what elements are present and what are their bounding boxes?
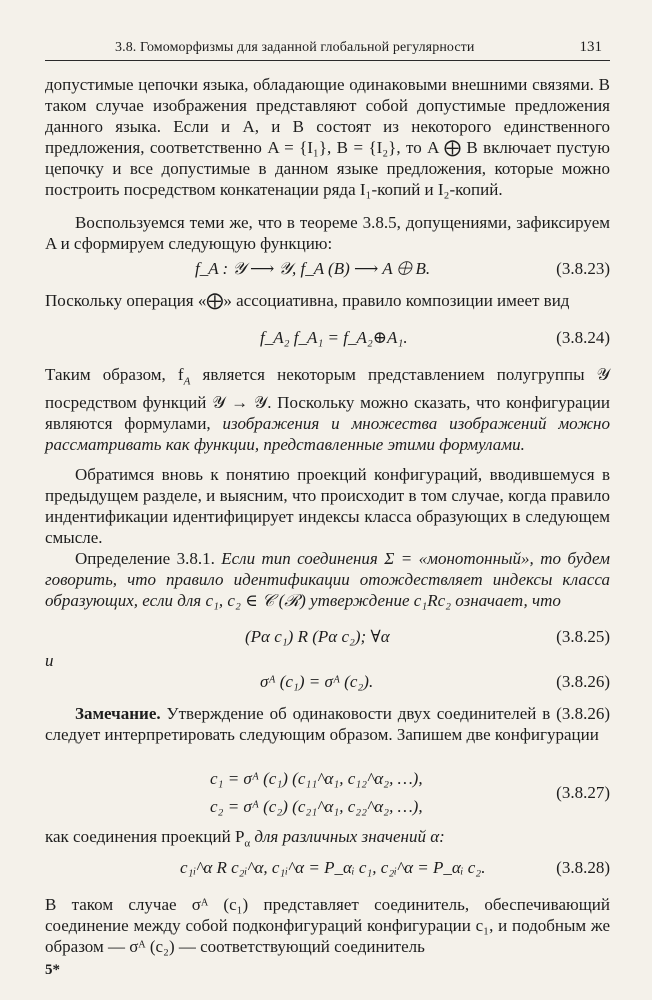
equation-3-8-25 (45, 625, 610, 649)
paragraph-7 (45, 894, 610, 957)
equation-3-8-28 (45, 856, 610, 880)
equation-number: (3.8.27) (556, 783, 610, 802)
paragraph-6-tail: для различных значений α: (250, 827, 445, 846)
paragraph-4-start: Таким образом, f (45, 365, 184, 384)
remark-text (45, 703, 610, 745)
equation-3-8-23 (45, 257, 610, 281)
remark-label: Замечание. (75, 704, 161, 723)
paragraph-2-text: Воспользуемся теми же, что в теореме 3.8.5, допущениями, зафиксируем A и сформируем следующую функцию: (45, 213, 610, 253)
definition-body: Если тип соединения Σ = «монотонный», то будем говорить, что правило идентификации отождествляет индексы класса образующих, если для c₁, c₂ ∈ 𝒞 (ℛ) утверждение c₁Rc₂ означает, что (45, 549, 610, 610)
paragraph-5-text: Обратимся вновь к понятию проекций конфигураций, вводившемуся в предыдущем разделе, и выясним, что происходит в том случае, когда правило индентификации идентифицирует индексы класса образующих в следующем смысле. (45, 465, 610, 547)
running-header (45, 38, 610, 61)
remark (45, 703, 610, 745)
paragraph-1 (45, 74, 610, 200)
paragraph-4-italic: изображения и множества изображений можно рассматривать как функции, представленные этими формулами. (45, 414, 610, 455)
equation-expression: f_A₂ f_A₁ = f_A₂⊕A₁. (260, 328, 408, 347)
equation-expression: c₁ᵢ^α R c₂ᵢ^α, c₁ᵢ^α = P_αᵢ c₁, c₂ᵢ^α = P_αᵢ c₂. (180, 858, 486, 877)
paragraph-3-text: Поскольку операция «⨁» ассоциативна, правило композиции имеет вид (45, 291, 570, 310)
running-title: 3.8. Гомоморфизмы для заданной глобальной регулярности (115, 40, 475, 55)
equation-3-8-26 (45, 670, 610, 694)
page-number: 131 (579, 39, 602, 55)
definition-3-8-1 (45, 548, 610, 611)
paragraph-6 (45, 826, 610, 854)
definition-label: Определение 3.8.1. (75, 549, 215, 568)
paragraph-6-start: как соединения проекций P (45, 827, 245, 846)
paragraph-1-text: допустимые цепочки языка, обладающие одинаковыми внешними связями. В таком случае изображения представляют собой допустимые предложения данного языка. Если и A, и B состоят из некоторого единственного предложения, соответственно A = {I₁}, B = {I₂}, то A ⨁ B включает пустую цепочку и все допустимые в данном языке предложения, которые можно построить посредством конкатенации ряда I₁-копий и I₂-копий. (45, 75, 610, 199)
paragraph-4-text: Таким образом, $f_A$ является некоторым представлением полугруппы 𝒴 посредством функций 𝒴 → 𝒴. Поскольку можно сказать, что конфигурации являются формулами, изображения и множества изображений можно рассматривать как функции, представленные этими формулами. (45, 365, 610, 455)
paragraph-4 (45, 364, 610, 455)
equation-number: (3.8.28) (556, 858, 610, 877)
conjunction-and (45, 650, 610, 671)
equation-number: (3.8.23) (556, 259, 610, 278)
equation-expression: c₁ = σᴬ (c₁) (c₁₁^α₁, c₁₂^α₂, …), (210, 769, 423, 788)
paragraph-2 (45, 212, 610, 254)
equation-number: (3.8.26) (556, 672, 610, 691)
conjunction-and-text: и (45, 651, 54, 670)
equation-expression: f_A : 𝒴 ⟶ 𝒴, f_A (B) ⟶ A ⨁ B. (195, 259, 431, 278)
paragraph-6-text: как соединения проекций $P_\alpha$ для различных значений α: (45, 827, 445, 850)
remark-body: Утверждение об одинаковости двух соединителей в (3.8.26) следует интерпретировать следующим образом. Запишем две конфигурации (45, 704, 610, 744)
equation-expression: c₂ = σᴬ (c₂) (c₂₁^α₁, c₂₂^α₂, …), (210, 797, 423, 816)
equation-3-8-27-number (45, 781, 610, 805)
signature-mark: 5* (45, 962, 60, 978)
equation-3-8-24 (45, 326, 610, 350)
equation-number: (3.8.25) (556, 627, 610, 646)
paragraph-7-text: В таком случае σᴬ (c₁) представляет соединитель, обеспечивающий соединение между собой подконфигураций конфигурации c₁, и подобным же образом — σᴬ (c₂) — соответствующий соединитель (45, 895, 610, 956)
equation-number: (3.8.24) (556, 328, 610, 347)
definition-text (45, 548, 610, 611)
equation-expression: σᴬ (c₁) = σᴬ (c₂). (260, 672, 374, 691)
equation-expression: (Pα c₁) R (Pα c₂); ∀α (245, 627, 390, 646)
paragraph-3 (45, 290, 610, 311)
paragraph-5 (45, 464, 610, 548)
paragraph-4-middle: является некоторым представлением полугруппы 𝒴 посредством функций 𝒴 → 𝒴. Поскольку можно сказать, что конфигурации являются формулами, (45, 365, 610, 434)
